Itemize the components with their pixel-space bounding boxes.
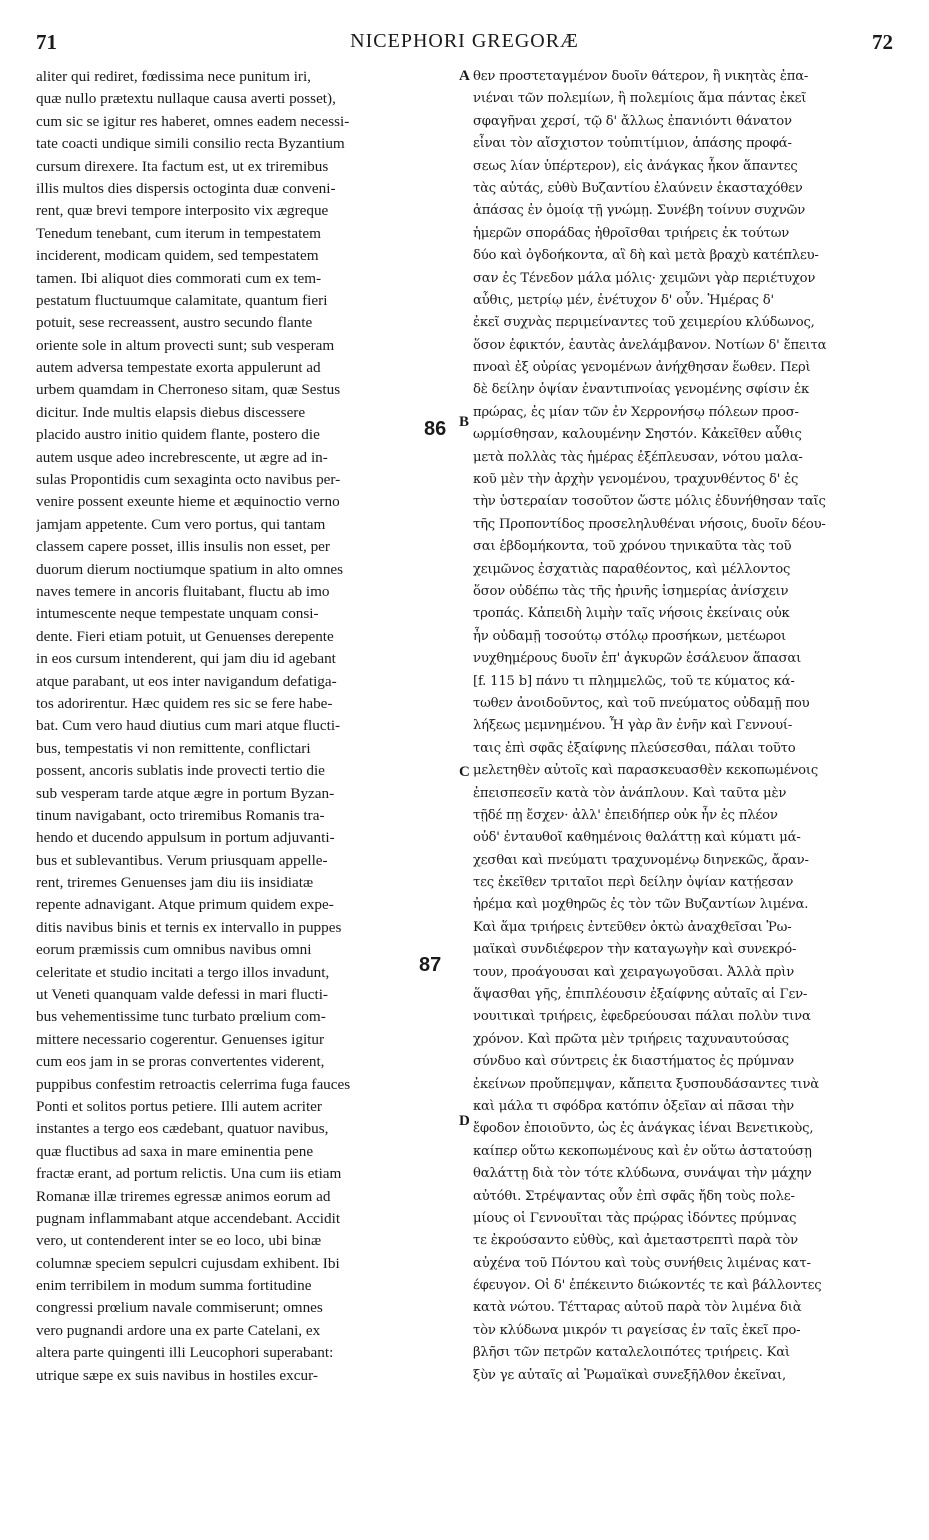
latin-text-line: sub vesperam tarde atque ægre in portum Byzan- — [36, 784, 335, 802]
margin-marker-c: C — [459, 764, 470, 780]
latin-text-line: mittere necessario cogerentur. Genuenses igitur — [36, 1030, 325, 1048]
latin-text-line: quæ nullo prætextu nullaque causa averti posset), — [36, 90, 336, 108]
latin-text-line: instantes a tergo eos cædebant, quatuor navibus, — [36, 1120, 329, 1138]
latin-text-line: atque parabant, ut eos inter navigandum defatiga- — [36, 672, 337, 690]
latin-text-line: vero pugnandi ardore una ex parte Catelani, ex — [36, 1321, 321, 1339]
latin-text-line: jamjam appetente. Cum vero portus, qui tantam — [36, 515, 326, 533]
greek-text-line: θεν προστεταγμένον δυοῖν θάτερον, ἢ νικητὰς ἐπα- — [473, 69, 809, 84]
greek-text-line: ἠρέμα καὶ μοχθηρῶς ἐς τὸν τῶν Βυζαντίων λιμένα. — [473, 897, 809, 913]
greek-text-line: δύο καὶ ὀγδοήκοντα, αἳ δὴ καὶ μετὰ βραχὺ κατέπλευ- — [473, 248, 819, 264]
greek-text-line: ξὺν γε αὐταῖς αἱ Ῥωμαϊκαὶ συνεξῆλθον ἐκεῖναι, — [473, 1367, 786, 1383]
greek-text-line: ὅσον οὐδέπω τὰς τῆς ἠρινῆς ἰσημερίας ἀνίσχειν — [473, 583, 789, 599]
latin-text-line: pugnam inflammabant atque accendebant. Accidit — [36, 1209, 341, 1227]
latin-text-line: Ponti et solitos portus petiere. Illi autem acriter — [36, 1097, 322, 1115]
greek-text-line: χρόνον. Καὶ πρῶτα μὲν τριήρεις ταχυναυτούσας — [473, 1031, 789, 1047]
greek-text-line: τὸν κλύδωνα μικρόν τι ραγείσας ἐν ταῖς ἐκεῖ προ- — [473, 1322, 801, 1338]
latin-text-line: possent, ancoris sublatis inde provecti tertio die — [36, 762, 325, 780]
greek-text-line: τουν, προάγουσαι καὶ χειραγωγοῦσαι. Ἀλλὰ πρὶν — [473, 964, 795, 980]
greek-text-line: βλῆσι τῶν πετρῶν καταλελοιπότες τριήρεις. Καὶ — [473, 1345, 790, 1361]
latin-text-line: altera parte quingenti illi Leucophori superabant: — [36, 1344, 334, 1362]
latin-text-line: aliter qui rediret, fœdissima nece punitum iri, — [36, 68, 311, 85]
latin-text-line: congressi prœlium navale commiserunt; omnes — [36, 1299, 323, 1317]
greek-text-line: τροπάς. Κἀπειδὴ λιμὴν ταῖς νήσοις ἐκείναις οὐκ — [473, 606, 790, 622]
latin-text-line: dicitur. Inde multis elapsis diebus discessere — [36, 403, 306, 421]
latin-text-line: cursum direxere. Ita factum est, ut ex triremibus — [36, 157, 329, 175]
greek-text-line: ἦν οὐδαμῇ τοσούτῳ στόλῳ προσήκων, μετέωροι — [473, 628, 786, 644]
greek-text-line: σεως λίαν ὑπέρτερον), εἰς ἀνάγκας ἧκον ἅπαντες — [473, 158, 798, 174]
running-title: NICEPHORI GREGORÆ — [350, 30, 579, 52]
latin-text-line: venire possent exeunte hieme et æquinoctio verno — [36, 493, 340, 511]
latin-text-line: rent, quæ brevi tempore interposito vix ægreque — [36, 202, 329, 220]
latin-text-line: ut Veneti quanquam valde defessi in mari flucti- — [36, 986, 328, 1004]
greek-text-line: νιέναι τῶν πολεμίων, ἢ πολεμίοις ἅμα πάντας ἐκεῖ — [473, 91, 807, 107]
greek-text-line: ἐκεῖ συχνὰς περιμείναντες τοῦ χειμερίου κλύδωνος, — [473, 315, 815, 331]
latin-text-line: columnæ speciem sepulcri cujusdam exhibent. Ibi — [36, 1254, 340, 1272]
latin-text-line: utrique sæpe ex suis navibus in hostiles excur- — [36, 1366, 318, 1384]
latin-text-line: fractæ erant, ad portum relictis. Una cum iis etiam — [36, 1165, 342, 1183]
page-header — [36, 30, 893, 64]
greek-text-line: κατὰ νώτου. Τέτταρας αὐτοῦ παρὰ τὸν λιμένα διὰ — [473, 1300, 802, 1316]
latin-text-line: bat. Cum vero haud diutius cum mari atque flucti- — [36, 717, 341, 735]
right-page-number: 72 — [872, 30, 893, 54]
greek-text-line: σύνδυο καὶ σύντρεις ἐκ διαστήματος ἐς πρύμναν — [473, 1054, 794, 1070]
latin-text-line: in eos cursum intenderent, qui jam diu id agebant — [36, 650, 336, 668]
greek-text-line: τωθεν ἀνοιδοῦντος, καὶ τοῦ πνεύματος οὐδαμῇ που — [473, 695, 810, 711]
greek-text-line: ωρμίσθησαν, καλουμένην Σηστόν. Κἀκεῖθεν αὖθις — [473, 427, 802, 443]
greek-text-line: [f. 115 b] πάνυ τι πλημμελῶς, τοῦ τε κύματος κά- — [473, 673, 795, 689]
latin-text-line: celeritate et studio incitati a tergo illos invadunt, — [36, 963, 330, 981]
greek-text-line: οὐδ' ἐνταυθοῖ καθημένοις θαλάττῃ καὶ κύματι μά- — [473, 830, 801, 846]
greek-text-line: χειμῶνος ἐσχατιὰς παραθέοντος, καὶ μέλλοντος — [473, 561, 791, 577]
latin-text-line: duorum dierum noctiumque spatium in alto omnes — [36, 560, 344, 578]
greek-text-line: μίους οἱ Γεννουῖται τὰς πρῴρας ἰδόντες πρύμνας — [473, 1210, 797, 1226]
latin-text-line: rent, triremes Genuenses jam diu iis insidiatæ — [36, 874, 314, 892]
greek-text-line: καίπερ οὕτω κεκοπωμένους καὶ ἐν οὕτω ἀστατούσῃ — [473, 1143, 812, 1159]
greek-text-line: ἐπεισπεσεῖν κατὰ τὸν ἀνάπλουν. Καὶ ταῦτα μὲν — [473, 785, 787, 801]
latin-text-line: tos adorirentur. Hæc quidem res sic se fere habe- — [36, 694, 333, 712]
margin-marker-a: A — [459, 68, 470, 84]
greek-text-line: ἅψασθαι γῆς, ἐπιπλέουσιν ἐξαίφνης αὐταῖς αἱ Γεν- — [473, 987, 808, 1003]
greek-text-line: τὰς αὐτάς, εὐθὺ Βυζαντίου ἐλαύνειν ἑκασταχόθεν — [473, 180, 803, 196]
latin-text-line: tate coacti undique simili consilio recta Byzantium — [36, 135, 345, 153]
greek-text-line: πνοαὶ ἐξ οὐρίας γενομένων ἀνήχθησαν ἕωθεν. Περὶ — [473, 360, 811, 376]
latin-text-line: pestatum fluctuumque calamitate, quantum fieri — [36, 291, 328, 309]
latin-text-line: naves temere in ancoris fluitabant, fluctu ab imo — [36, 582, 330, 600]
greek-text-line: τῇδέ πῃ ἔσχεν· ἀλλ' ἐπειδήπερ οὐκ ἦν ἐς πλέον — [473, 807, 778, 823]
section-number-87: 87 — [419, 954, 442, 976]
latin-text-line: autem usque adeo increbrescente, ut ægre ad in- — [36, 448, 328, 466]
greek-text-line: μετὰ πολλὰς τὰς ἡμέρας ἐξέπλευσαν, νότου μαλα- — [473, 449, 803, 465]
latin-text-line: illis multos dies dispersis octoginta duæ conveni- — [36, 179, 336, 197]
greek-text-line: μαϊκαὶ συνδιέφερον τὴν καταγωγὴν καὶ συνεκρό- — [473, 942, 797, 958]
latin-text-line: quæ fluctibus ad saxa in mare eminentia pene — [36, 1142, 314, 1160]
greek-text-line: ἡμερῶν σποράδας ἠθροῖσθαι τριήρεις ἐκ τούτων — [473, 225, 790, 241]
greek-text-line: σφαγῆναι χερσί, τῷ δ' ἄλλως ἐπανιόντι θάνατον — [473, 113, 792, 129]
greek-column — [473, 66, 893, 1387]
left-page-number: 71 — [36, 30, 57, 54]
margin-marker-d: D — [459, 1113, 470, 1129]
greek-text-line: ἔφοδον ἐποιοῦντο, ὡς ἐς ἀνάγκας ἰέναι Βενετικοὺς, — [473, 1121, 814, 1137]
latin-text-line: classem capere posset, illis insulis non esset, per — [36, 538, 330, 556]
latin-text-line: inciderent, modicam quidem, sed tempestatem — [36, 247, 319, 265]
latin-text-line: Romanæ illæ triremes egressæ animos eorum ad — [36, 1187, 331, 1205]
greek-text-line: ταις ἐπὶ σφᾶς ἐξαίφνης πλεύσεσθαι, πάλαι τοῦτο — [473, 740, 796, 756]
greek-text-line: αὐχένα τοῦ Πόντου καὶ τοὺς συνήθεις λιμένας κατ- — [473, 1255, 811, 1271]
latin-text-line: tamen. Ibi aliquot dies commorati cum ex tem- — [36, 269, 322, 287]
greek-text-line: θαλάττῃ διὰ τὸν τότε κλύδωνα, συνάψαι τὴν μάχην — [473, 1166, 812, 1182]
latin-column — [36, 66, 454, 1387]
latin-text-line: puppibus confestim retroactis celerrima fuga fauces — [36, 1075, 351, 1093]
latin-text-line: potuit, sese recreassent, austro secundo flante — [36, 314, 313, 332]
greek-text-line: αὖθις, μετρίῳ μέν, ἐνέτυχον δ' οὖν. Ἡμέρας δ' — [473, 292, 774, 308]
latin-text-line: Tenedum tenebant, cum iterum in tempestatem — [36, 224, 321, 242]
latin-text-line: urbem quamdam in Cherroneso sitam, quæ Sestus — [36, 381, 341, 399]
greek-text-line: Καὶ ἅμα τριήρεις ἐντεῦθεν ὀκτὼ ἀναχθεῖσαι Ῥω- — [473, 919, 792, 935]
greek-text-line: τε ἐκρούσαντο εὐθὺς, καὶ ἀμεταστρεπτὶ παρὰ τὸν — [473, 1233, 798, 1249]
latin-text-line: tinum navigabant, octo triremibus Romanis tra- — [36, 806, 325, 824]
latin-text-line: enim terribilem in modum summa fortitudine — [36, 1277, 312, 1295]
latin-text-line: eorum præmissis cum omnibus navibus omni — [36, 941, 312, 959]
latin-text-line: vero, ut contenderent inter se eo loco, ubi binæ — [36, 1232, 322, 1250]
greek-text-line: κοῦ μὲν τὴν ἀρχὴν γενομένου, τραχυνθέντος δ' ἐς — [473, 472, 799, 488]
latin-text-line: cum sic se igitur res haberet, omnes eadem necessi- — [36, 112, 350, 130]
latin-text-line: cum eos jam in se proras convertentes viderent, — [36, 1053, 325, 1071]
latin-text-line: bus, tempestatis vi non remittente, conflictari — [36, 739, 311, 757]
greek-text-line: τες ἐκεῖθεν τριταῖοι περὶ δείλην ὀψίαν κατῄεσαν — [473, 875, 794, 891]
latin-text-line: ditis navibus binis et ternis ex intervallo in puppes — [36, 918, 342, 936]
greek-text-line: σαι ἑβδομήκοντα, τοῦ χρόνου τηνικαῦτα τὰς τοῦ — [473, 539, 792, 555]
greek-text-line: δὲ δείλην ὀψίαν ἐναντιπνοίας γενομένης σφίσιν ἐκ — [473, 382, 810, 398]
latin-text-line: sulas Propontidis cum sexaginta octo navibus per- — [36, 471, 341, 489]
greek-text-line: ὅσον ἐφικτόν, ἑαυτὰς ἀνελάμβανον. Νοτίων δ' ἔπειτα — [473, 337, 827, 353]
latin-text-line: oriente sole in altum provecti sunt; sub vesperam — [36, 336, 335, 354]
greek-text-line: μελετηθὲν αὐτοῖς καὶ παρασκευασθὲν κεκοπωμένοις — [473, 763, 819, 779]
greek-text-line: αὐτόθι. Στρέψαντας οὖν ἐπὶ σφᾶς ἤδη τοὺς πολε- — [473, 1188, 795, 1204]
greek-text-line: καὶ μάλα τι σφόδρα κατόπιν ὀξεῖαν αἱ πᾶσαι τὴν — [473, 1098, 794, 1114]
greek-text-line: σαν ἐς Τένεδον μάλα μόλις· χειμῶνι γὰρ περιέτυχον — [473, 270, 816, 286]
greek-text-line: χεσθαι καὶ πνεύματι τραχυνομένῳ διηνεκῶς, ἄραν- — [473, 852, 809, 868]
latin-text-line: bus vehementissime tunc turbato prœlium com- — [36, 1008, 326, 1026]
section-number-86: 86 — [424, 418, 447, 440]
greek-text-line: ἐκείνων προὔπεμψαν, κἄπειτα ξυσπουδάσαντες τινὰ — [473, 1076, 819, 1092]
latin-text-line: bus et sublevantibus. Verum priusquam appelle- — [36, 851, 328, 869]
latin-text-line: dente. Fieri etiam potuit, ut Genuenses derepente — [36, 627, 334, 645]
latin-text-line: autem adversa tempestate exorta appulerunt ad — [36, 359, 321, 377]
latin-text-line: hendo et ducendo appulsum in portum adjuvanti- — [36, 829, 335, 847]
greek-text-line: νυχθημέρους δυοῖν ἐπ' ἀγκυρῶν ἐσάλευον ἅπασαι — [473, 651, 802, 667]
greek-text-line: τῆς Προποντίδος προσεληλυθέναι νήσοις, δυοῖν δέου- — [473, 516, 826, 532]
greek-text-line: έφευγον. Οἱ δ' ἐπέκειντο διώκοντές τε καὶ βάλλοντες — [473, 1278, 822, 1294]
margin-marker-b: B — [459, 414, 470, 430]
greek-text-line: εἶναι τὸν αἴσχιστον τοὐπιτίμιον, ἁπάσης προφά- — [473, 136, 792, 152]
latin-text-line: placido austro initio quidem flante, postero die — [36, 426, 320, 444]
greek-text-line: ἁπάσας ἐν ὁμοίᾳ τῇ γνώμῃ. Συνέβη τοίνυν συχνῶν — [473, 203, 806, 219]
greek-text-line: τὴν ὑστεραίαν τοσοῦτον ὥστε μόλις ἐδυνήθησαν ταῖς — [473, 494, 826, 510]
greek-text-line: λήξεως μεμνημένου. Ἦ γὰρ ἂν ἐνῆν καὶ Γεννουί- — [473, 718, 793, 734]
latin-text-line: repente adnavigant. Atque primum quidem expe- — [36, 896, 334, 914]
greek-text-line: πρώρας, ἐς μίαν τῶν ἐν Χερρονήσῳ πόλεων προσ- — [473, 404, 799, 420]
greek-text-line: νουιτικαὶ τριήρεις, ἐφεδρεύουσαι πάλαι πολὺν τινα — [473, 1009, 811, 1025]
latin-text-line: intumescente neque tempestate unquam consi- — [36, 605, 319, 623]
